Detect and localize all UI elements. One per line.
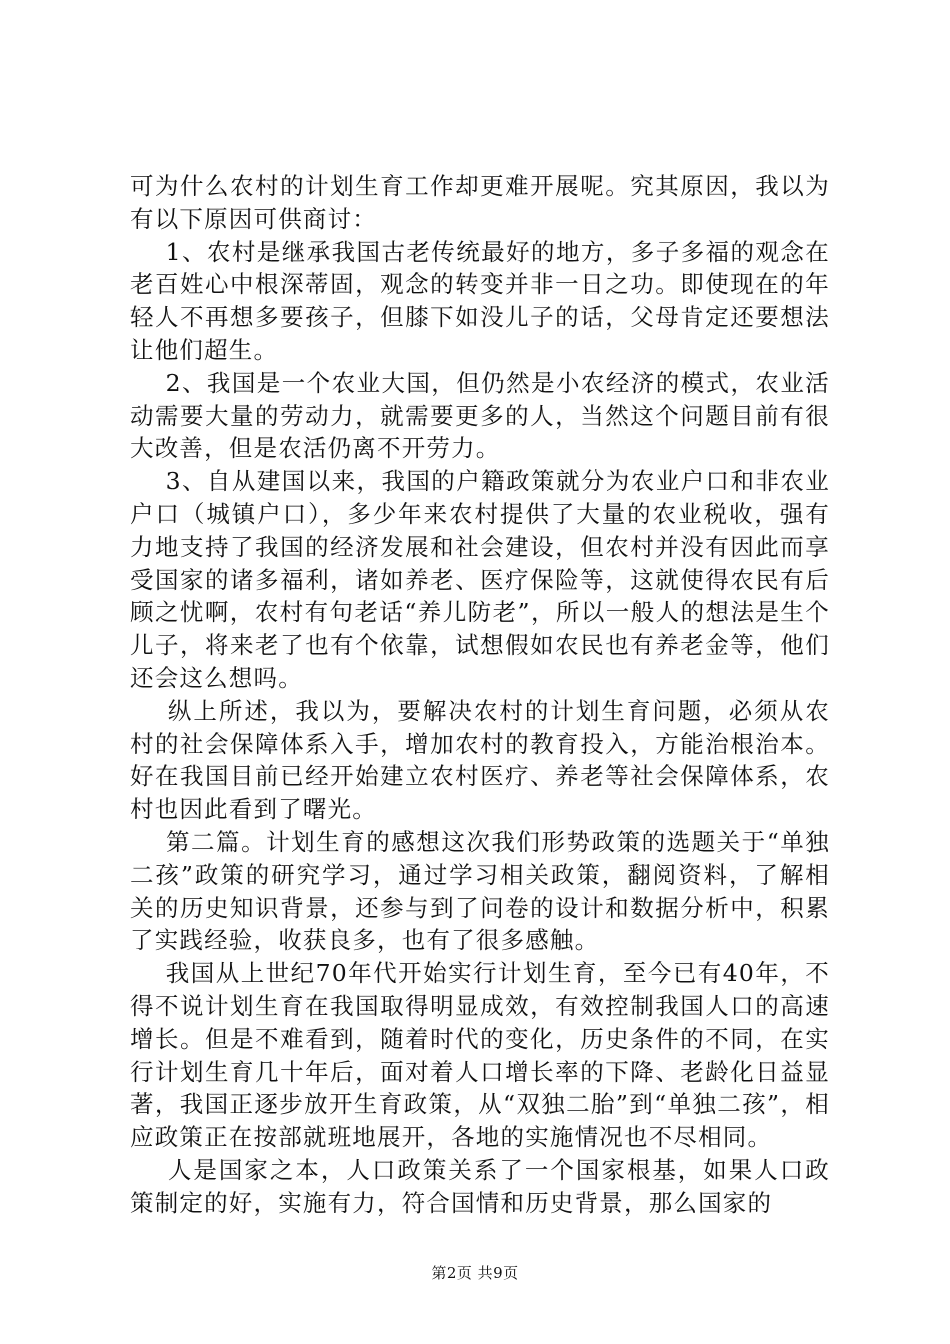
paragraph: 我国从上世纪70年代开始实行计划生育，至今已有40年，不得不说计划生育在我国取得明显成效，有效控制我国人口的高速增长。但是不难看到，随着时代的变化，历史条件的不同，在实行计划生育几十年后，面对着人口增长率的下降、老龄化日益显著，我国正逐步放开生育政策，从“双独二胎”到“单独二孩”，相应政策正在按部就班地展开，各地的实施情况也不尽相同。 (130, 959, 831, 1152)
paragraph: 3、自从建国以来，我国的户籍政策就分为农业户口和非农业户口（城镇户口），多少年来农村提供了大量的农业税收，强有力地支持了我国的经济发展和社会建设，但农村并没有因此而享受国家的诸多福利，诸如养老、医疗保险等，这就使得农民有后顾之忧啊，农村有句老话“养儿防老”，所以一般人的想法是生个儿子，将来老了也有个依靠，试想假如农民也有养老金等，他们还会这么想吗。 (130, 467, 830, 692)
page-footer: 第2页 共9页 (431, 1264, 519, 1282)
body-text (130, 170, 830, 1220)
paragraph: 人是国家之本，人口政策关系了一个国家根基，如果人口政策制定的好，实施有力，符合国情和历史背景，那么国家的 (130, 1155, 830, 1217)
paragraph: 1、农村是继承我国古老传统最好的地方，多子多福的观念在老百姓心中根深蒂固，观念的转变并非一日之功。即使现在的年轻人不再想多要孩子，但膝下如没儿子的话，父母肯定还要想法让他们超生。 (130, 237, 830, 364)
paragraph: 第二篇。计划生育的感想这次我们形势政策的选题关于“单独二孩”政策的研究学习，通过学习相关政策，翻阅资料，了解相关的历史知识背景，还参与到了问卷的设计和数据分析中，积累了实践经验，收获良多，也有了很多感触。 (130, 827, 830, 955)
paragraph: 纵上所述，我以为，要解决农村的计划生育问题，必须从农村的社会保障体系入手，增加农村的教育投入，方能治根治本。好在我国目前已经开始建立农村医疗、养老等社会保障体系，农村也因此看到了曙光。 (130, 696, 830, 824)
paragraph: 2、我国是一个农业大国，但仍然是小农经济的模式，农业活动需要大量的劳动力，就需要更多的人，当然这个问题目前有很大改善，但是农活仍离不开劳力。 (130, 368, 830, 463)
paragraph: 可为什么农村的计划生育工作却更难开展呢。究其原因，我以为有以下原因可供商讨： (130, 172, 830, 233)
